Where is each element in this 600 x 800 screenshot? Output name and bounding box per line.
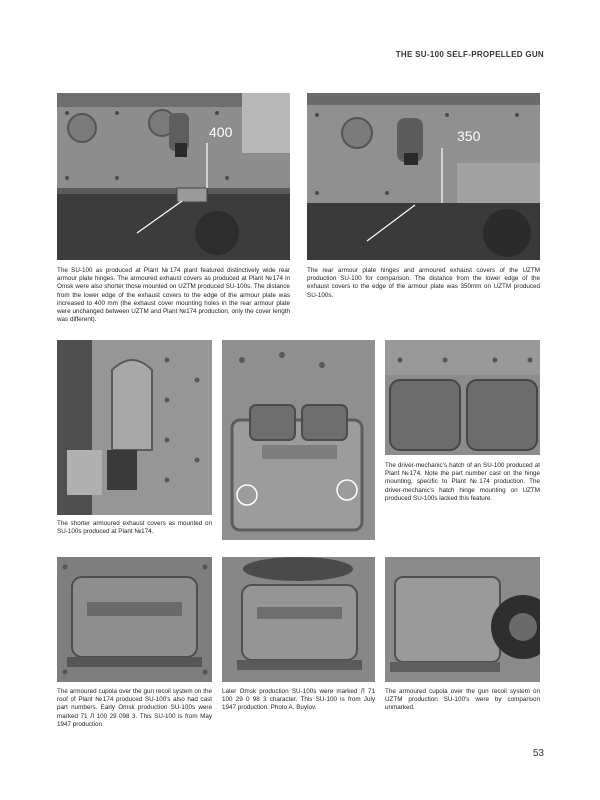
photo-cupola-plant174-early	[57, 557, 212, 682]
photo-hatch-detail	[385, 340, 540, 455]
running-head: THE SU-100 SELF-PROPELLED GUN	[395, 50, 544, 59]
page-number: 53	[532, 748, 544, 759]
photo-rear-plate-uztm	[307, 93, 540, 260]
caption-cupola-plant174-later: Later Omsk production SU-100s were marked Л 71 100 29 0 98 3 character. This SU-100 is from July 1947 production. Photo A. Buylov.	[222, 688, 375, 712]
caption-cupola-plant174-early: The armoured cupola over the gun recoil system on the roof of Plant №174 produced SU-100's also had cast part numbers. Early Omsk production SU-100s were marked 71 Л 100 29 098 3. This SU-100 is from May 1947 production.	[57, 688, 212, 728]
caption-cupola-uztm: The armoured cupola over the gun recoil system on UZTM production SU-100's were by comparison unmarked.	[385, 688, 540, 712]
caption-rear-plate-plant174: The SU-100 as produced at Plant №174 plant featured distinctively wide rear armour plate hinges. The armoured exhaust covers as produced at Plant №174 in Omsk were also shorter those mounted on UZTM produced SU-100s. The distance from the lower edge of the exhaust covers to the edge of the armour plate was increased to 400 mm (the exhaust cover mounting holes in the rear armour plate were unchanged between UZTM and Plant №174 production, only the cover length was different).	[57, 267, 290, 324]
photo-cupola-plant174-later	[222, 557, 375, 682]
caption-rear-plate-uztm: The rear armour plate hinges and armoured exhaust covers of the UZTM production SU-100 for comparison. The distance from the lower edge of the exhaust covers to the edge of the armour plate was 350mm on UZTM produced SU-100s.	[307, 267, 540, 299]
dimension-label-400: 400	[209, 124, 233, 140]
caption-driver-hatch: The driver-mechanic's hatch of an SU-100 produced at Plant №174. Note the part number cast on the hinge mounting, specific to Plant №174 production. The driver-mechanic's hatch hinge mounting on UZTM produced SU-100s lacked this feature.	[385, 462, 540, 502]
photo-cupola-uztm	[385, 557, 540, 682]
photo-rear-plate-plant174	[57, 93, 290, 260]
caption-short-exhaust-covers: The shorter armoured exhaust covers as mounted on SU-100s produced at Plant №174.	[57, 520, 212, 536]
photo-short-exhaust-covers	[57, 340, 212, 515]
photo-driver-hatch	[222, 340, 375, 540]
dimension-label-350: 350	[457, 128, 481, 144]
